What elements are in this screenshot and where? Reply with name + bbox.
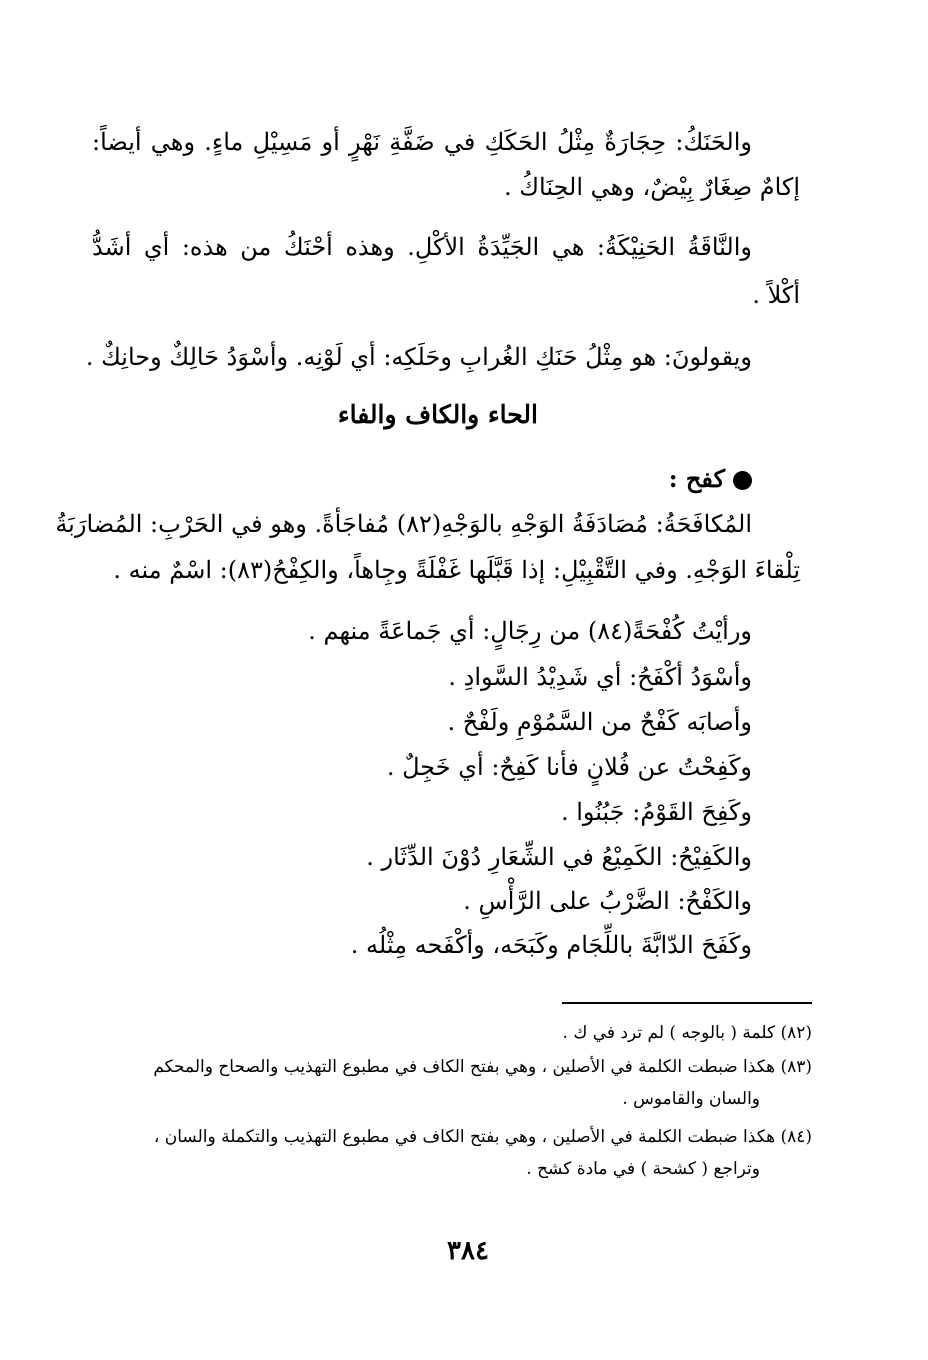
paragraph-1-line-2: إكامٌ صِغَارٌ بِيْضٌ، وهي الحِنَاكُ . — [503, 173, 800, 201]
paragraph-3-line-1: ويقولونَ: هو مِثْلُ حَنَكِ الغُرابِ وحَلَكِه: أي لَوْنِه. وأسْوَدُ حَالِكٌ وحانِكٌ . — [85, 343, 752, 371]
paragraph-2-line-1: والنَّاقَةُ الحَنِيْكَةُ: هي الجَيِّدَةُ الأكْلِ. وهذه أحْنَكُ من هذه: أي أشَدُّ — [92, 233, 752, 261]
entry-line-1: ورأيْتُ كُفْحَةً(٨٤) من رِجَالٍ: أي جَماعَةً منهم . — [308, 617, 752, 645]
footnote-84-line-2: وتراجع ( كشحة ) في مادة كشح . — [526, 1159, 760, 1179]
page-number: ٣٨٤ — [447, 1236, 489, 1266]
footnote-84-line-1: (٨٤) هكذا ضبطت الكلمة في الأصلين ، وهي بفتح الكاف في مطبوع التهذيب والتكملة والسان ، — [153, 1127, 812, 1147]
entry-line-6: والكَفِيْحُ: الكَمِيْعُ في الشِّعَارِ دُوْنَ الدِّثَار . — [366, 843, 752, 871]
footnote-82: (٨٢) كلمة ( بالوجه ) لم ترد في ك . — [562, 1023, 812, 1043]
entry-line-5: وكَفِحَ القَوْمُ: جَبُنُوا . — [560, 798, 752, 826]
bullet-icon — [733, 471, 752, 490]
footnote-separator — [562, 1002, 812, 1004]
entry-line-4: وكَفِحْتُ عن فُلانٍ فأنا كَفِحٌ: أي خَجِلٌ . — [386, 753, 752, 781]
paragraph-2-line-2: أكْلاً . — [752, 281, 800, 309]
entry-line-7: والكَفْحُ: الضَّرْبُ على الرَّأْسِ . — [463, 887, 752, 915]
entry-root — [669, 462, 752, 496]
section-heading: الحاء والكاف والفاء — [337, 400, 538, 429]
entry-paragraph-line-1: المُكافَحَةُ: مُصَادَفَةُ الوَجْهِ بالوَجْهِ(٨٢) مُفاجَأةً. وهو في الحَرْبِ: المُضارَبَةُ — [55, 510, 752, 538]
entry-line-3: وأصابَه كَفْحٌ من السَّمُوْمِ ولَفْحٌ . — [447, 708, 752, 736]
entry-line-2: وأسْوَدُ أكْفَحُ: أي شَدِيْدُ السَّوادِ . — [448, 663, 752, 691]
footnote-83-line-1: (٨٣) هكذا ضبطت الكلمة في الأصلين ، وهي بفتح الكاف في مطبوع التهذيب والصحاح والمحكم — [153, 1057, 812, 1077]
entry-root-label: كفح : — [668, 464, 725, 493]
entry-paragraph-line-2: تِلْقاءَ الوَجْهِ. وفي التَّقْبِيْلِ: إذا قَبَّلَها غَفْلَةً وجِاهاً، والكِفْحُ(٨٣): اسْمٌ منه . — [113, 556, 800, 584]
footnote-83-line-2: والسان والقاموس . — [622, 1089, 760, 1109]
paragraph-1-line-1: والحَنَكُ: حِجَارَةٌ مِثْلُ الحَكَكِ في ضَفَّةِ نَهْرٍ أو مَسِيْلِ ماءٍ. وهي أيضاً: — [92, 128, 752, 156]
entry-line-8: وكَفَحَ الدّابَّةَ باللِّجَام وكَبَحَه، وأكْفَحه مِثْلُه . — [350, 931, 752, 959]
